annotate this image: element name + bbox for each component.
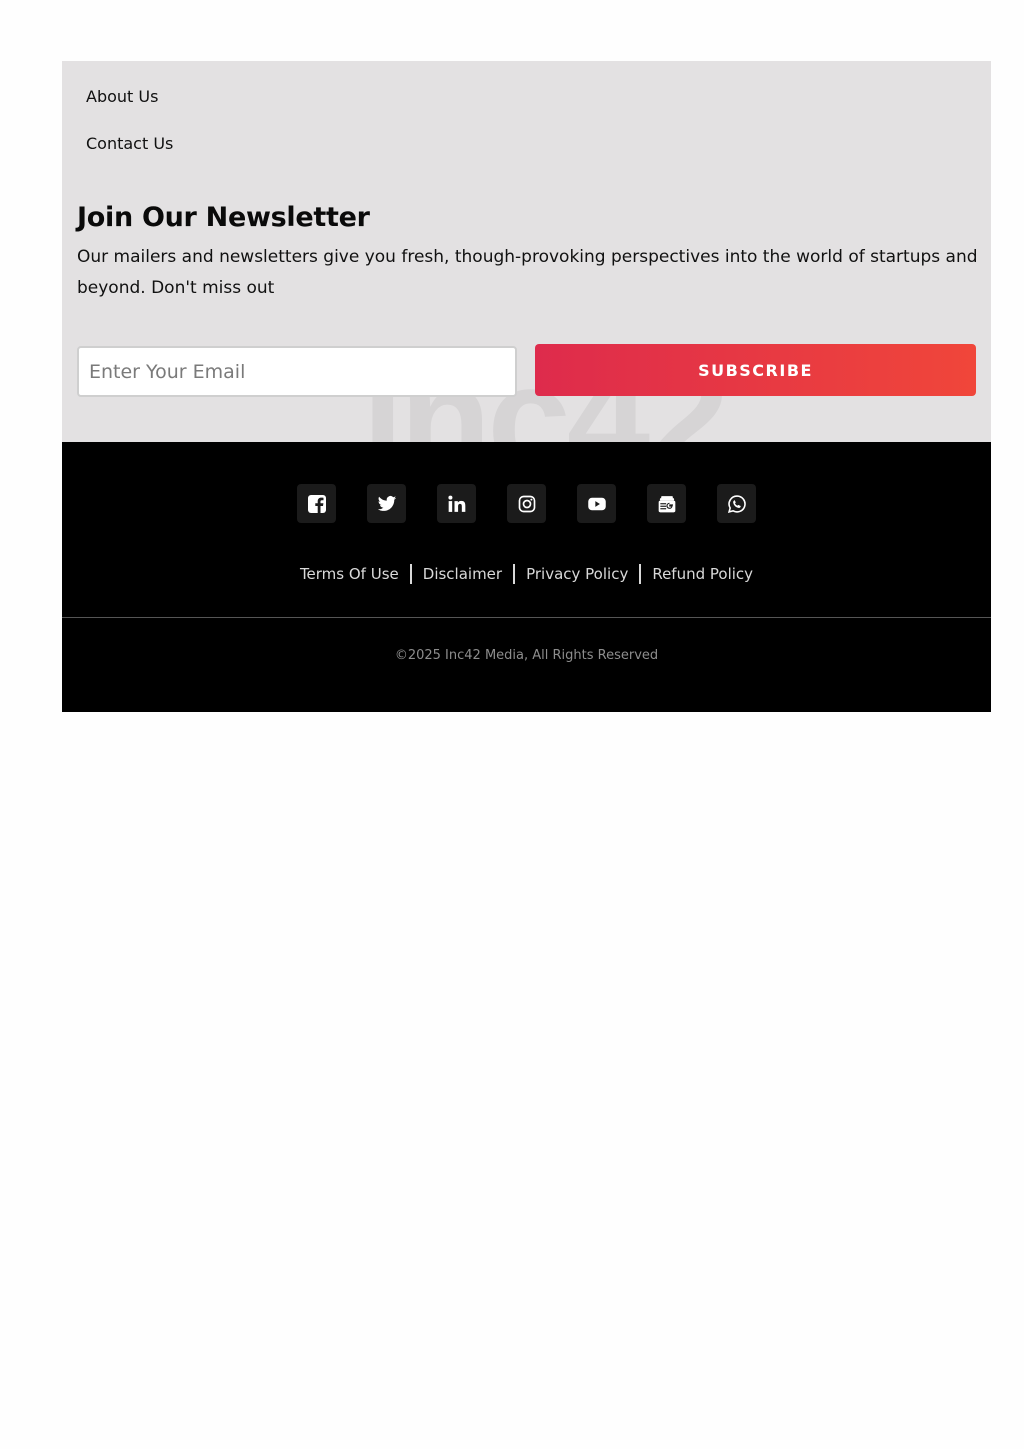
social-links [62, 484, 991, 523]
newsletter-title: Join Our Newsletter [77, 202, 370, 233]
quick-links [86, 87, 173, 181]
policy-links [62, 564, 991, 584]
newsletter-description: Our mailers and newsletters give you fresh, though-provoking perspectives into the world of startups and beyond. Don't miss out [77, 247, 978, 298]
whatsapp-icon [727, 494, 747, 514]
whatsapp-button[interactable] [717, 484, 756, 523]
email-input[interactable] [77, 346, 517, 397]
youtube-icon [587, 494, 607, 514]
linkedin-button[interactable] [437, 484, 476, 523]
footer-bottom [62, 442, 991, 712]
twitter-button[interactable] [367, 484, 406, 523]
privacy-policy-link[interactable]: Privacy Policy [526, 565, 629, 583]
subscribe-button[interactable]: SUBSCRIBE [535, 344, 976, 396]
contact-us-link[interactable]: Contact Us [86, 134, 174, 153]
facebook-icon [307, 494, 327, 514]
refund-policy-link[interactable]: Refund Policy [652, 565, 754, 583]
google-news-button[interactable] [647, 484, 686, 523]
google-news-icon [657, 494, 677, 514]
site-footer [62, 61, 991, 712]
instagram-button[interactable] [507, 484, 546, 523]
copyright-text: ©2025 Inc42 Media, All Rights Reserved [394, 648, 659, 663]
instagram-icon [517, 494, 537, 514]
footer-divider [62, 617, 991, 618]
newsletter-section [62, 61, 991, 442]
facebook-button[interactable] [297, 484, 336, 523]
terms-of-use-link[interactable]: Terms Of Use [299, 565, 399, 583]
youtube-button[interactable] [577, 484, 616, 523]
linkedin-icon [447, 494, 467, 514]
about-us-link[interactable]: About Us [86, 87, 159, 106]
twitter-icon [377, 494, 397, 514]
disclaimer-link[interactable]: Disclaimer [422, 565, 503, 583]
